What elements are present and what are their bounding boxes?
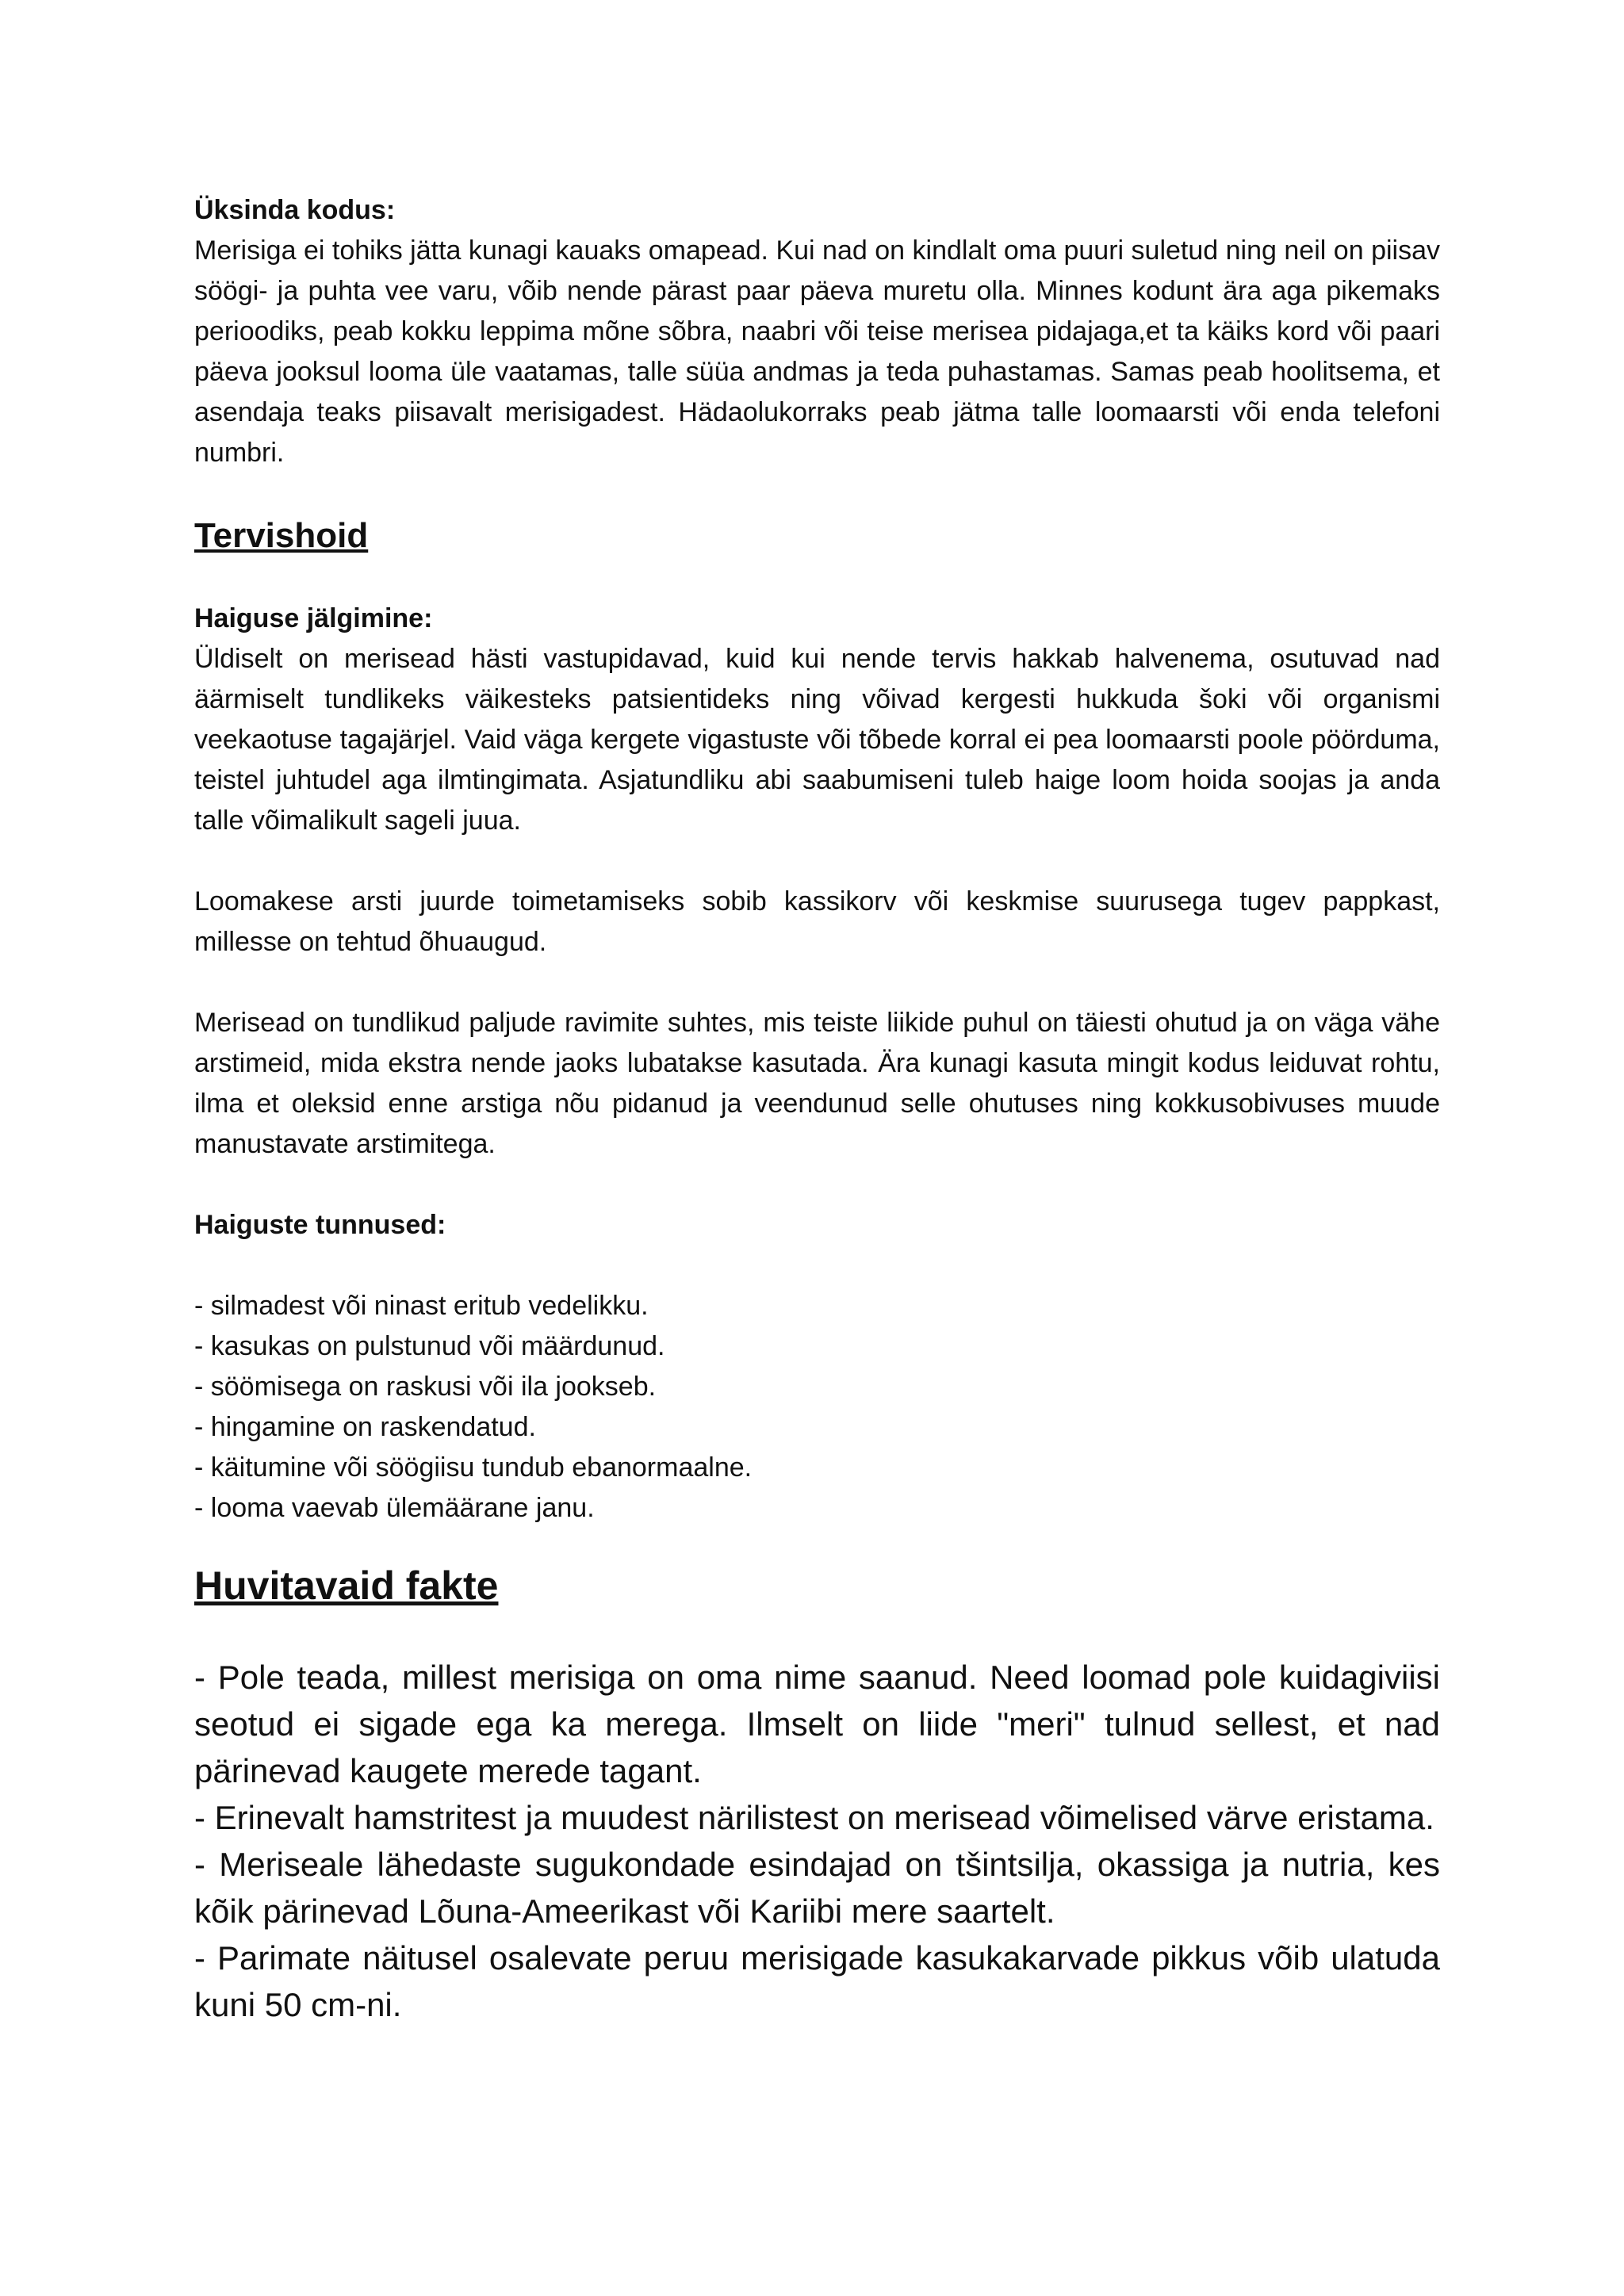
alone-paragraph: Merisiga ei tohiks jätta kunagi kauaks omapead. Kui nad on kindlalt oma puuri suletud ning neil on piisav söögi- ja puhta vee varu, võib nende pärast paar päeva muretu olla. Minnes kodunt ära aga pikemaks perioodiks, peab kokku leppima mõne sõbra, naabri või teise merisea pidajaga,et ta käiks kord või paari päeva jooksul looma üle vaatamas, talle süüa andmas ja teda puhastamas. Samas peab hoolitsema, et asendaja teaks piisavalt merisigadest. Hädaolukorraks peab jätma talle loomaarsti või enda telefoni numbri. (194, 235, 1440, 468)
health-title: Tervishoid (194, 516, 369, 555)
monitoring-heading: Haiguse jälgimine: (194, 603, 433, 633)
list-item: - looma vaevab ülemäärane janu. (194, 1493, 595, 1523)
list-item: - kasukas on pulstunud või määrdunud. (194, 1331, 665, 1361)
facts-title: Huvitavaid fakte (194, 1563, 499, 1608)
list-item: - söömisega on raskusi või ila jookseb. (194, 1372, 657, 1402)
list-item: - hingamine on raskendatud. (194, 1412, 536, 1442)
alone-heading: Üksinda kodus: (194, 195, 396, 225)
list-item: - käitumine või söögiisu tundub ebanormaalne. (194, 1452, 753, 1483)
health-paragraph-2: Loomakese arsti juurde toimetamiseks sobib kassikorv või keskmise suurusega tugev pappkast, millesse on tehtud õhuaugud. (194, 886, 1440, 957)
fact-item: - Parimate näitusel osalevate peruu merisigade kasukakarvade pikkus võib ulatuda kuni 50 cm-ni. (194, 1939, 1440, 2023)
health-paragraph-3: Merisead on tundlikud paljude ravimite suhtes, mis teiste liikide puhul on täiesti ohutud ja on väga vähe arstimeid, mida ekstra nende jaoks lubatakse kasutada. Ära kunagi kasuta mingit kodus leiduvat rohtu, ilma et oleksid enne arstiga nõu pidanud ja veendunud selle ohutuses ning kokkusobivuses muude manustavate arstimitega. (194, 1008, 1440, 1159)
list-item: - silmadest või ninast eritub vedelikku. (194, 1291, 649, 1321)
symptoms-heading: Haiguste tunnused: (194, 1210, 446, 1240)
symptoms-list (194, 1286, 1440, 1529)
fact-item: - Meriseale lähedaste sugukondade esindajad on tšintsilja, okassiga ja nutria, kes kõik pärinevad Lõuna-Ameerikast või Kariibi mere saartelt. (194, 1846, 1440, 1930)
document-page (194, 190, 1440, 2028)
fact-item: - Pole teada, millest merisiga on oma nime saanud. Need loomad pole kuidagiviisi seotud ei sigade ega ka merega. Ilmselt on liide "meri" tulnud sellest, et nad pärinevad kaugete merede tagant. (194, 1659, 1440, 1789)
health-paragraph-1: Üldiselt on merisead hästi vastupidavad, kuid kui nende tervis hakkab halvenema, osutuvad nad äärmiselt tundlikeks väikesteks patsientideks ning võivad kergesti hukkuda šoki või organismi veekaotuse tagajärjel. Vaid väga kergete vigastuste või tõbede korral ei pea loomaarsti poole pöörduma, teistel juhtudel aga ilmtingimata. Asjatundliku abi saabumiseni tuleb haige loom hoida soojas ja anda talle võimalikult sageli juua. (194, 644, 1440, 836)
facts-list (194, 1654, 1440, 2028)
fact-item: - Erinevalt hamstritest ja muudest närilistest on merisead võimelised värve eristama. (194, 1799, 1434, 1836)
